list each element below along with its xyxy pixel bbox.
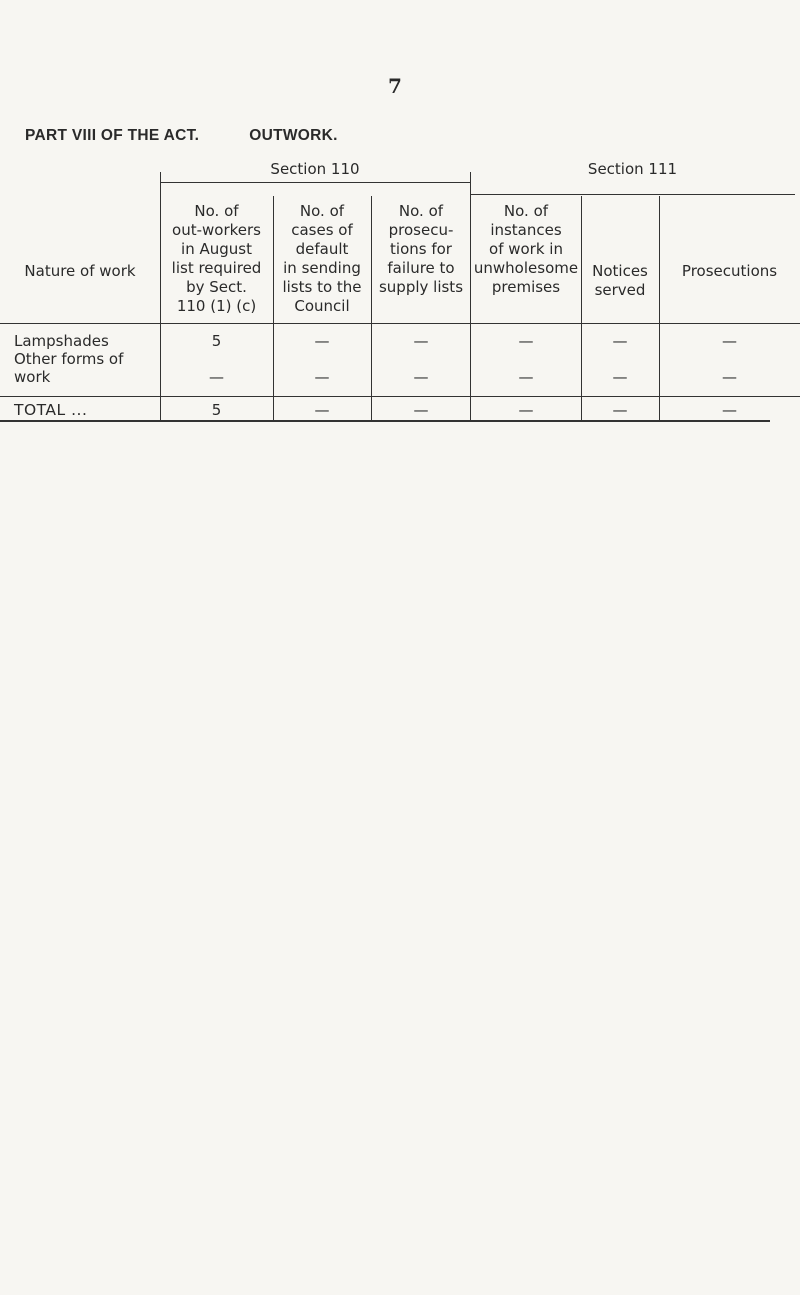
header-unwholesome-premises xyxy=(471,202,581,297)
total-cell: — xyxy=(314,401,330,419)
total-cell: — xyxy=(612,401,628,419)
section-111-heading: Section 111 xyxy=(587,160,678,178)
header-out-workers xyxy=(160,202,273,316)
row-label-line: work xyxy=(14,368,51,386)
table-cell: — xyxy=(612,332,628,350)
header-line: 110 (1) (c) xyxy=(176,297,257,315)
table-cell: — xyxy=(209,368,224,386)
row-label-lampshades: Lampshades xyxy=(14,332,109,350)
header-line: instances xyxy=(490,221,562,239)
total-label: TOTAL ... xyxy=(14,401,88,419)
table-cell: — xyxy=(612,368,628,386)
table-cell: — xyxy=(722,332,737,350)
header-line: lists to the xyxy=(282,278,362,296)
total-cell: — xyxy=(722,401,737,419)
header-line: in August xyxy=(181,240,252,258)
table-cell: — xyxy=(722,368,737,386)
total-cell: — xyxy=(518,401,534,419)
table-cell: — xyxy=(518,332,534,350)
header-line: in sending xyxy=(283,259,361,277)
header-line: No. of xyxy=(194,202,239,220)
page-number: 7 xyxy=(388,74,402,98)
header-line: unwholesome xyxy=(473,259,579,277)
total-cell: 5 xyxy=(211,401,222,419)
total-cell: — xyxy=(413,401,429,419)
header-rule xyxy=(0,323,800,324)
header-line: of work in xyxy=(489,240,563,258)
table-cell: 5 xyxy=(211,332,222,350)
body-rule xyxy=(0,396,800,397)
table-cell: — xyxy=(314,332,330,350)
header-line: No. of xyxy=(398,202,444,220)
part-title: PART VIII OF THE ACT. xyxy=(25,127,200,144)
section-110-rule xyxy=(160,182,470,183)
section-111-rule xyxy=(470,194,795,195)
table-cell: — xyxy=(413,332,429,350)
header-line: Council xyxy=(294,297,350,315)
header-prosecutions: Prosecutions xyxy=(681,262,778,280)
header-line: prosecu- xyxy=(388,221,454,239)
header-prosecutions-failure xyxy=(371,202,471,297)
header-line: list required xyxy=(171,259,262,277)
header-line: premises xyxy=(491,278,561,296)
header-nature-of-work: Nature of work xyxy=(24,262,136,280)
header-line: No. of xyxy=(299,202,345,220)
section-subject: OUTWORK. xyxy=(249,127,338,144)
header-line: tions for xyxy=(390,240,452,258)
header-line: by Sect. xyxy=(186,278,247,296)
section-110-heading: Section 110 xyxy=(270,160,360,178)
row-label-line: Other forms of xyxy=(14,350,124,368)
bottom-rule xyxy=(0,420,770,422)
table-cell: — xyxy=(314,368,330,386)
header-line: default xyxy=(295,240,349,258)
table-cell: — xyxy=(518,368,534,386)
header-line: No. of xyxy=(503,202,549,220)
column-divider xyxy=(659,196,660,420)
header-line: cases of xyxy=(291,221,353,239)
row-label-other-forms xyxy=(14,350,123,386)
part-heading xyxy=(25,127,338,145)
header-line: out-workers xyxy=(172,221,261,239)
table-cell: — xyxy=(413,368,429,386)
column-divider xyxy=(581,196,582,420)
header-line: Notices xyxy=(592,262,648,280)
header-line: served xyxy=(594,281,646,299)
header-cases-of-default xyxy=(273,202,371,316)
header-line: failure to xyxy=(387,259,455,277)
header-line: supply lists xyxy=(378,278,464,296)
header-notices-served xyxy=(581,262,659,300)
